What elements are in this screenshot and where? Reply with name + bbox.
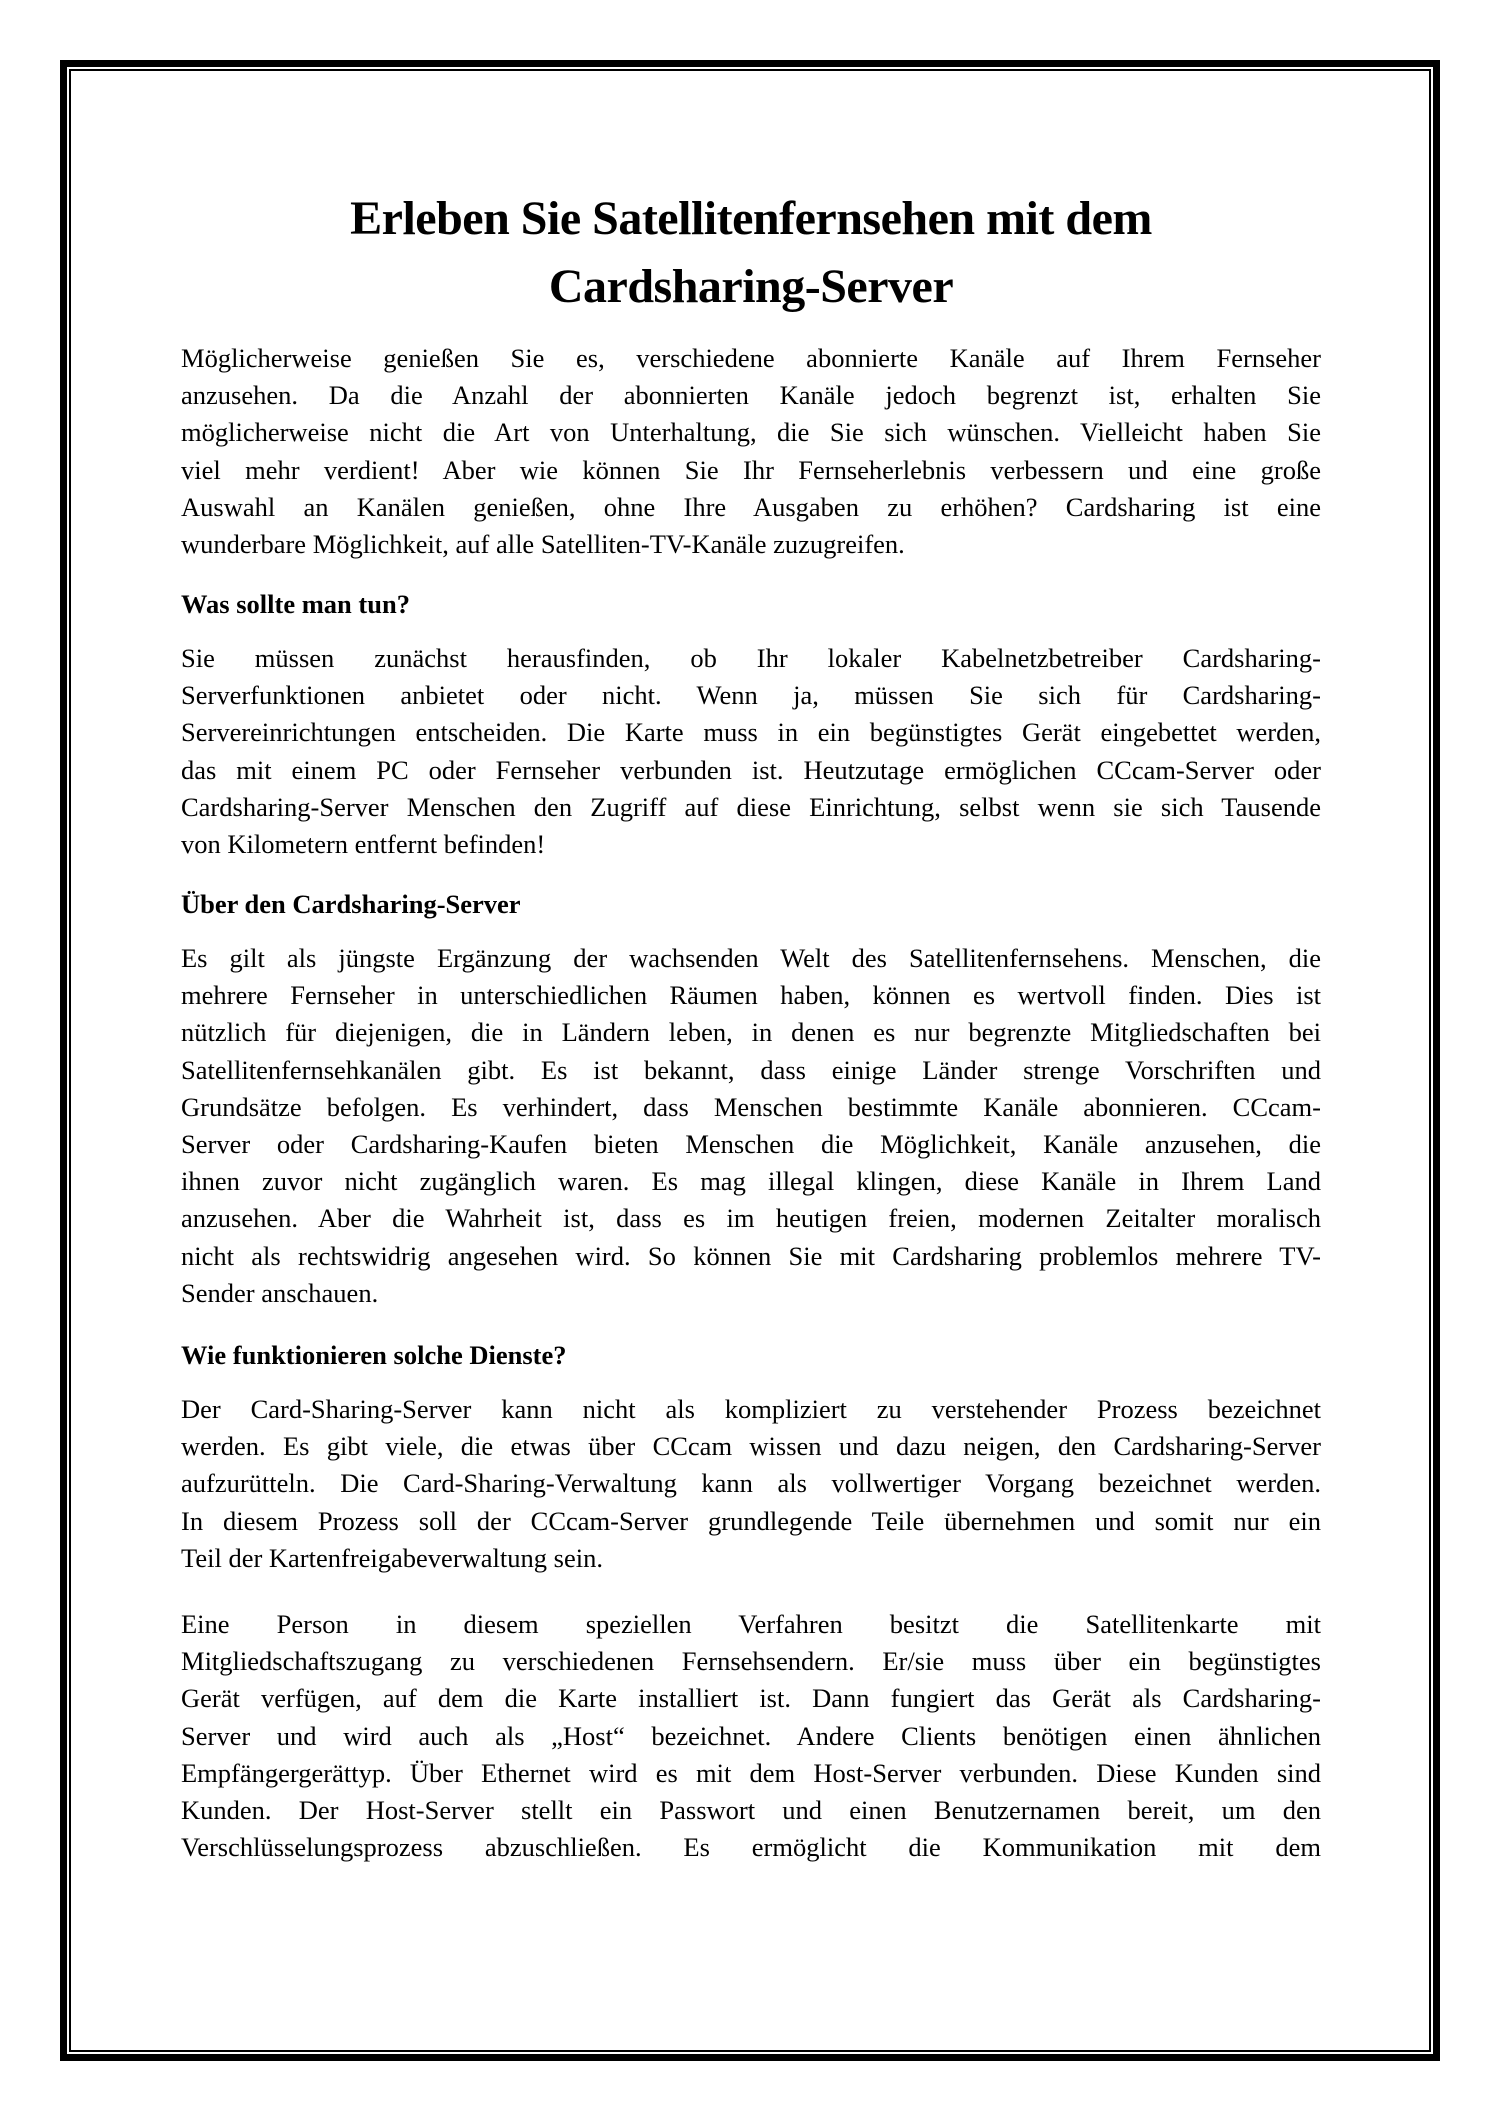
text-line: Cardsharing-Server Menschen den Zugriff auf diese Einrichtung, selbst wenn sie sich Tausende — [181, 791, 1321, 822]
title-line: Cardsharing-Server — [548, 260, 954, 313]
text-line: nützlich für diejenigen, die in Ländern leben, in denen es nur begrenzte Mitgliedschaften bei — [181, 1017, 1321, 1048]
text-line: mehrere Fernseher in unterschiedlichen Räumen haben, können es wertvoll finden. Dies ist — [181, 980, 1321, 1011]
text-line: Server oder Cardsharing-Kaufen bieten Menschen die Möglichkeit, Kanäle anzusehen, die — [181, 1128, 1321, 1159]
text-line: nicht als rechtswidrig angesehen wird. So können Sie mit Cardsharing problemlos mehrere TV- — [181, 1240, 1321, 1271]
text-line: Auswahl an Kanälen genießen, ohne Ihre Ausgaben zu erhöhen? Cardsharing ist eine — [181, 491, 1321, 522]
text-line: Server und wird auch als „Host“ bezeichnet. Andere Clients benötigen einen ähnlichen — [181, 1720, 1321, 1751]
text-line: viel mehr verdient! Aber wie können Sie Ihr Fernseherlebnis verbessern und eine große — [181, 454, 1321, 485]
text-line: Teil der Kartenfreigabeverwaltung sein. — [181, 1542, 603, 1573]
text-line: Servereinrichtungen entscheiden. Die Karte muss in ein begünstigtes Gerät eingebettet werden, — [181, 717, 1321, 748]
text-line: von Kilometern entfernt befinden! — [181, 828, 546, 859]
text-line: In diesem Prozess soll der CCcam-Server grundlegende Teile übernehmen und somit nur ein — [181, 1505, 1321, 1536]
paragraph-wie-funktionieren-2 — [181, 1606, 1321, 1866]
text-line: wunderbare Möglichkeit, auf alle Satelliten-TV-Kanäle zuzugreifen. — [181, 528, 905, 559]
text-line: Grundsätze befolgen. Es verhindert, dass Menschen bestimmte Kanäle abonnieren. CCcam- — [181, 1091, 1321, 1122]
text-line: möglicherweise nicht die Art von Unterhaltung, die Sie sich wünschen. Vielleicht haben Sie — [181, 417, 1321, 448]
text-line: Empfängergerättyp. Über Ethernet wird es mit dem Host-Server verbunden. Diese Kunden sind — [181, 1757, 1321, 1788]
text-line: Der Card-Sharing-Server kann nicht als kompliziert zu verstehender Prozess bezeichnet — [181, 1394, 1321, 1424]
text-line: das mit einem PC oder Fernseher verbunden ist. Heutzutage ermöglichen CCcam-Server oder — [181, 754, 1321, 785]
section-heading-ueber-den-cardsharing-server: Über den Cardsharing-Server — [181, 889, 521, 919]
paragraph-intro — [181, 340, 1321, 563]
text-line: Serverfunktionen anbietet oder nicht. Wenn ja, müssen Sie sich für Cardsharing- — [181, 680, 1321, 711]
text-line: aufzurütteln. Die Card-Sharing-Verwaltung kann als vollwertiger Vorgang bezeichnet werden. — [181, 1468, 1321, 1499]
paragraph-ueber-den-cardsharing-server — [181, 940, 1321, 1312]
text-line: werden. Es gibt viele, die etwas über CCcam wissen und dazu neigen, den Cardsharing-Server — [181, 1431, 1321, 1462]
text-line: Es gilt als jüngste Ergänzung der wachsenden Welt des Satellitenfernsehens. Menschen, die — [181, 943, 1321, 973]
text-line: Sie müssen zunächst herausfinden, ob Ihr lokaler Kabelnetzbetreiber Cardsharing- — [181, 643, 1321, 673]
text-line: Mitgliedschaftszugang zu verschiedenen Fernsehsendern. Er/sie muss über ein begünstigtes — [181, 1646, 1321, 1677]
section-heading-wie-funktionieren-solche-dienste: Wie funktionieren solche Dienste? — [181, 1340, 567, 1370]
title-line: Erleben Sie Satellitenfernsehen mit dem — [350, 192, 1152, 245]
text-line: Gerät verfügen, auf dem die Karte installiert ist. Dann fungiert das Gerät als Cardsharing- — [181, 1683, 1321, 1714]
text-line: Sender anschauen. — [181, 1277, 379, 1308]
text-line: Eine Person in diesem speziellen Verfahren besitzt die Satellitenkarte mit — [181, 1609, 1321, 1639]
text-line: Verschlüsselungsprozess abzuschließen. Es ermöglicht die Kommunikation mit dem — [181, 1832, 1321, 1863]
document-title — [181, 185, 1321, 321]
paragraph-was-sollte-man-tun — [181, 640, 1321, 863]
paragraph-wie-funktionieren-1 — [181, 1391, 1321, 1577]
text-line: anzusehen. Aber die Wahrheit ist, dass es im heutigen freien, modernen Zeitalter moralisch — [181, 1203, 1321, 1234]
text-line: Satellitenfernsehkanälen gibt. Es ist bekannt, dass einige Länder strenge Vorschriften und — [181, 1054, 1321, 1085]
text-line: Möglicherweise genießen Sie es, verschiedene abonnierte Kanäle auf Ihrem Fernseher — [181, 343, 1321, 373]
text-line: Kunden. Der Host-Server stellt ein Passwort und einen Benutzernamen bereit, um den — [181, 1794, 1321, 1825]
text-line: ihnen zuvor nicht zugänglich waren. Es mag illegal klingen, diese Kanäle in Ihrem Land — [181, 1166, 1321, 1197]
section-heading-was-sollte-man-tun: Was sollte man tun? — [181, 589, 410, 619]
text-line: anzusehen. Da die Anzahl der abonnierten Kanäle jedoch begrenzt ist, erhalten Sie — [181, 380, 1321, 411]
